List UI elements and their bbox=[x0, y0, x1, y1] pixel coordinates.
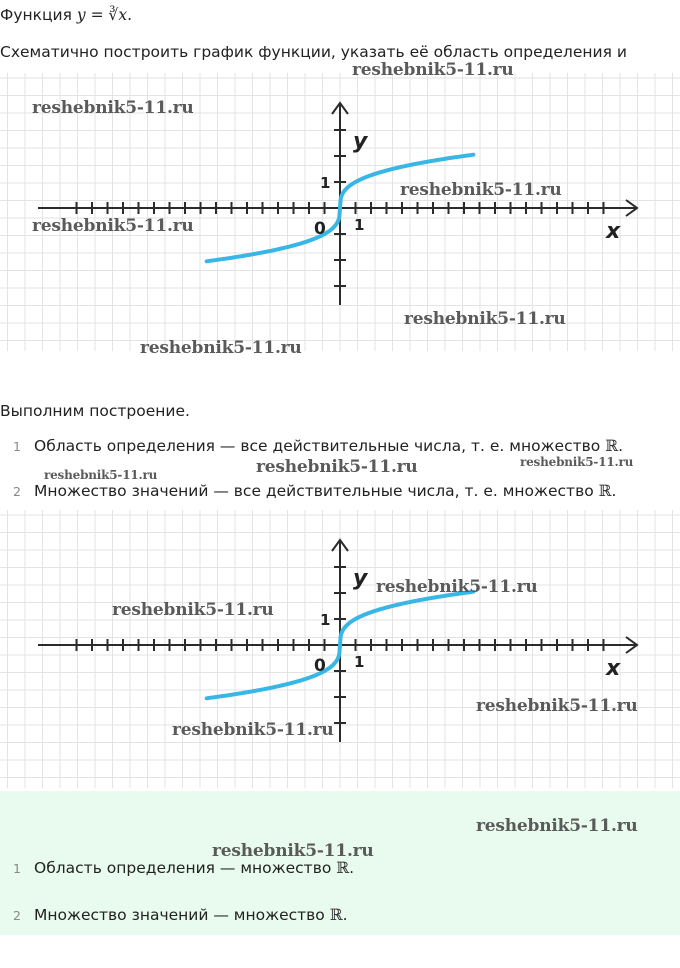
real-numbers-symbol: ℝ bbox=[598, 482, 612, 500]
answer-item-1 bbox=[0, 859, 354, 877]
list-item-text: Область определения — все действительные числа, т. е. множество bbox=[34, 437, 601, 455]
watermark: reshebnik5-11.ru bbox=[520, 455, 634, 469]
watermark: reshebnik5-11.ru bbox=[112, 600, 274, 620]
list-item-text: Область определения — множество bbox=[34, 859, 332, 877]
answer-item-2 bbox=[0, 906, 348, 924]
list-item-end: . bbox=[349, 859, 355, 877]
list-number: 2 bbox=[13, 908, 21, 923]
y-unit-label: 1 bbox=[320, 174, 331, 192]
y-axis-label: y bbox=[353, 129, 368, 154]
task-title bbox=[0, 6, 132, 24]
watermark: reshebnik5-11.ru bbox=[400, 180, 562, 200]
answer-box bbox=[0, 791, 680, 935]
origin-label: 0 bbox=[314, 656, 326, 676]
watermark: reshebnik5-11.ru bbox=[376, 577, 538, 597]
real-numbers-symbol: ℝ bbox=[329, 906, 343, 924]
function-graph-2 bbox=[0, 510, 680, 788]
real-numbers-symbol: ℝ bbox=[605, 437, 619, 455]
watermark: reshebnik5-11.ru bbox=[352, 60, 514, 80]
list-number: 1 bbox=[13, 439, 21, 454]
list-item-text: Множество значений — множество bbox=[34, 906, 325, 924]
watermark: reshebnik5-11.ru bbox=[32, 98, 194, 118]
real-numbers-symbol: ℝ bbox=[336, 859, 350, 877]
list-number: 2 bbox=[13, 484, 21, 499]
list-number: 1 bbox=[13, 861, 21, 876]
x-unit-label: 1 bbox=[354, 653, 365, 671]
watermark: reshebnik5-11.ru bbox=[140, 338, 302, 358]
solution-item-2 bbox=[0, 482, 616, 500]
list-item-end: . bbox=[618, 437, 624, 455]
y-unit-label: 1 bbox=[320, 611, 331, 629]
list-item-text: Множество значений — все действительные числа, т. е. множество bbox=[34, 482, 594, 500]
watermark: reshebnik5-11.ru bbox=[32, 216, 194, 236]
x-axis-label: x bbox=[606, 219, 621, 244]
task-statement: Схематично построить график функции, указать её область определения и bbox=[0, 43, 627, 61]
solution-item-1 bbox=[0, 437, 623, 455]
watermark: reshebnik5-11.ru bbox=[256, 457, 418, 477]
watermark: reshebnik5-11.ru bbox=[404, 309, 566, 329]
watermark: reshebnik5-11.ru bbox=[476, 816, 638, 836]
list-item-end: . bbox=[611, 482, 617, 500]
x-axis-label: x bbox=[606, 656, 621, 681]
watermark: reshebnik5-11.ru bbox=[44, 468, 158, 482]
list-item-end: . bbox=[342, 906, 348, 924]
y-axis-label: y bbox=[353, 566, 368, 591]
origin-label: 0 bbox=[314, 219, 326, 239]
task-title-prefix: Функция bbox=[0, 6, 72, 24]
task-formula: y = ∛x. bbox=[76, 6, 133, 24]
watermark: reshebnik5-11.ru bbox=[476, 696, 638, 716]
watermark: reshebnik5-11.ru bbox=[212, 841, 374, 861]
solution-intro: Выполним построение. bbox=[0, 402, 190, 420]
x-unit-label: 1 bbox=[354, 216, 365, 234]
watermark: reshebnik5-11.ru bbox=[172, 720, 334, 740]
axes bbox=[38, 103, 637, 305]
